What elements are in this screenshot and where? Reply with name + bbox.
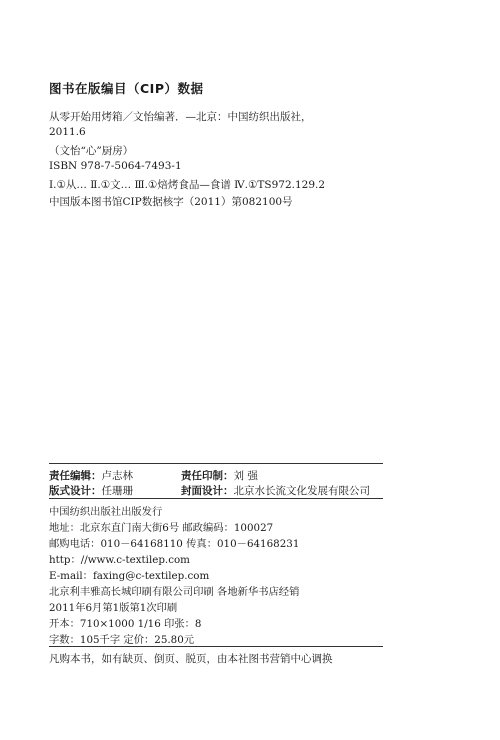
publisher-phone: 邮购电话：010－64168110 传真：010－64168231 xyxy=(49,538,300,550)
bottom-divider xyxy=(49,646,383,647)
credit-layout-name: 任珊珊 xyxy=(101,485,133,497)
publisher-name: 中国纺织出版社出版发行 xyxy=(49,506,163,518)
cip-date-line: 2011.6 xyxy=(49,126,86,138)
cip-record-line: 中国版本图书馆CIP数据核字（2011）第082100号 xyxy=(49,196,293,208)
cip-series-line: （文怡“心”厨房） xyxy=(49,145,134,157)
top-divider xyxy=(49,463,383,464)
edition-line: 2011年6月第1版第1次印刷 xyxy=(49,602,178,614)
cip-title-line: 从零开始用烤箱／文怡编著．—北京：中国纺织出版社， xyxy=(49,111,312,123)
publisher-website: http：//www.c-textilep.com xyxy=(49,554,190,566)
middle-divider xyxy=(49,498,383,499)
credit-cover-label: 封面设计： xyxy=(181,485,234,497)
publisher-address: 地址：北京东直门南大街6号 邮政编码：100027 xyxy=(49,522,274,534)
cip-subject-line: Ⅰ.①从… Ⅱ.①文… Ⅲ.①焙烤食品—食谱 Ⅳ.①TS972.129.2 xyxy=(49,179,326,191)
credit-printing-name: 刘 强 xyxy=(233,470,258,482)
printer-line: 北京利丰雅高长城印刷有限公司印刷 各地新华书店经销 xyxy=(49,586,300,598)
credit-editor-name: 卢志林 xyxy=(101,470,133,482)
cip-heading: 图书在版编目（CIP）数据 xyxy=(49,81,204,96)
format-line: 开本：710×1000 1/16 印张：8 xyxy=(49,618,202,630)
price-line: 字数：105千字 定价：25.80元 xyxy=(49,634,195,646)
credit-layout xyxy=(49,483,133,498)
cip-isbn-line: ISBN 978-7-5064-7493-1 xyxy=(49,160,182,172)
publisher-email: E-mail：faxing@c-textilep.com xyxy=(49,570,210,582)
credit-cover-name: 北京水长流文化发展有限公司 xyxy=(233,485,370,497)
credit-cover xyxy=(181,483,370,498)
credit-printing-label: 责任印制： xyxy=(181,470,234,482)
credit-editor-label: 责任编辑： xyxy=(49,470,102,482)
credit-editor xyxy=(49,468,133,483)
credit-printing xyxy=(181,468,258,483)
credit-layout-label: 版式设计： xyxy=(49,485,102,497)
replacement-notice: 凡购本书，如有缺页、倒页、脱页，由本社图书营销中心调换 xyxy=(49,653,333,665)
